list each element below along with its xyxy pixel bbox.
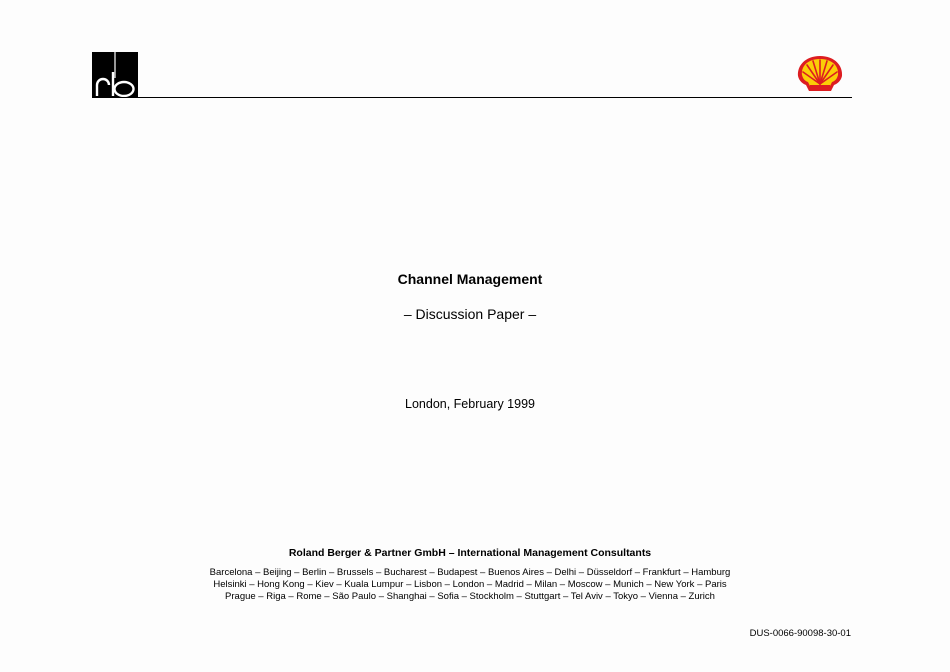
roland-berger-logo xyxy=(92,52,138,98)
office-list xyxy=(0,567,940,603)
document-subtitle: – Discussion Paper – xyxy=(403,306,537,322)
office-line: Barcelona – Beijing – Berlin – Brussels – Bucharest – Budapest – Buenos Aires – Delhi – Düsseldorf – Frankfurt – Hamburg xyxy=(209,567,731,578)
place-date: London, February 1999 xyxy=(405,397,535,411)
header-rule xyxy=(92,97,852,98)
office-line: Helsinki – Hong Kong – Kiev – Kuala Lumpur – Lisbon – London – Madrid – Milan – Moscow – Munich – New York – Paris xyxy=(213,579,727,590)
document-title: Channel Management xyxy=(397,271,543,287)
document-id: DUS-0066-90098-30-01 xyxy=(749,628,851,639)
shell-logo xyxy=(796,54,844,94)
firm-name: Roland Berger & Partner GmbH – International Management Consultants xyxy=(288,547,652,559)
office-line: Prague – Riga – Rome – São Paulo – Shanghai – Sofia – Stockholm – Stuttgart – Tel Aviv – Tokyo – Vienna – Zurich xyxy=(225,591,715,602)
